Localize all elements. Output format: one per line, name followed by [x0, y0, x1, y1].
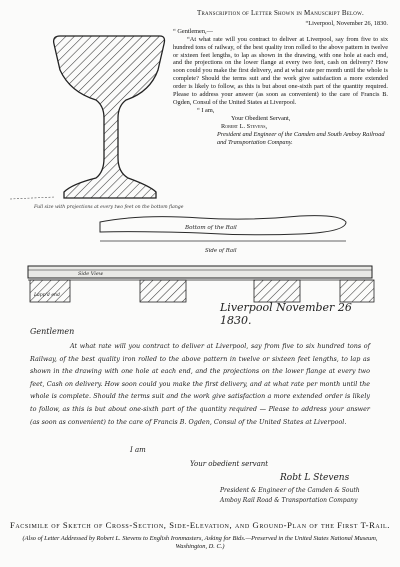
bottom-of-rail-label: Bottom of the Rail — [185, 225, 237, 231]
caption-subtitle: (Also of Letter Addressed by Robert L. Stevens to English Ironmasters, Asking for Bids.—Preserved in the United States National Museum, Washington, D. C.) — [22, 535, 378, 550]
manuscript-signer-title: President & Engineer of the Camden & South Amboy Rail Road & Transportation Company — [220, 487, 360, 504]
side-view-label: Side View — [78, 271, 104, 277]
manuscript-salutation: Gentlemen — [30, 327, 75, 336]
manuscript-body: At what rate will you contract to deliver at Liverpool, say from five to six hundred tons of Railway, of the best quality iron rolled to the above pattern in twelve or sixteen feet lengths, to lap as shown in the drawing with one hole at each end, and the projections on the lower flange at every two feet, Cash on delivery. How soon could you make the first delivery, and at what rate per month until the whole is complete. Should the terms suit and the work give satisfaction a more extended order is likely to follow, as this is but about one-sixth part of the quantity required — Please to address your answer (as soon as convenient) to the care of Francis B. Ogden, Consul of the United States at Liverpool. — [30, 342, 370, 426]
transcription-heading: Transcription of Letter Shown in Manuscript Below. — [197, 9, 364, 17]
transcription-dateline: “Liverpool, November 26, 1830. — [305, 19, 388, 27]
sleeper-block — [30, 280, 70, 302]
manuscript-dateline: Liverpool November 26 1830. — [220, 301, 352, 327]
manuscript-i-am: I am — [130, 446, 146, 454]
transcription-salutation: “ Gentlemen,— — [173, 27, 213, 35]
caption-title: Facsimile of Sketch of Cross-Section, Side-Elevation, and Ground-Plan of the First T-Rail. — [10, 520, 390, 530]
cross-section-note: Full size with projections at every two feet on the bottom flange — [34, 205, 184, 210]
transcription-body: “At what rate will you contract to deliver at Liverpool, say from five to six hundred tons of railway, of the best quality iron rolled to the above pattern in twelve or sixteen feet lengths, to lap as shown in the drawing, with one hole at each end, and the projections on the lower flange at every two feet, cash on delivery? How soon could you make the first delivery, and at what rate per month until the whole is complete? Should the terms suit and the work give satisfaction a more extended order is likely to follow, as this is but about one-sixth part of the quantity required. Please to address your answer (as soon as convenient) to the care of Francis B. Ogden, Consul of the United States at Liverpool. — [173, 35, 388, 106]
transcription-i-am: “ I am, — [197, 106, 215, 114]
manuscript-closing: Your obedient servant — [190, 460, 269, 468]
manuscript-signature: Robt L Stevens — [280, 473, 350, 483]
sleeper-block — [340, 280, 374, 302]
rail-cross-section — [54, 36, 165, 198]
side-of-rail-label: Side of Rail — [205, 248, 237, 254]
transcription-signer: Robert L. Stevens, — [221, 122, 268, 130]
transcription-signer-title: President and Engineer of the Camden and South Amboy Railroad and Transportation Company. — [217, 130, 385, 146]
figure-caption — [10, 520, 390, 551]
sleeper-block — [140, 280, 186, 302]
sleeper-block — [254, 280, 300, 302]
letter-transcription — [173, 10, 388, 146]
lapped-end-label: Lapp'd end — [34, 293, 60, 298]
transcription-closing: Your Obedient Servant, — [231, 114, 291, 122]
